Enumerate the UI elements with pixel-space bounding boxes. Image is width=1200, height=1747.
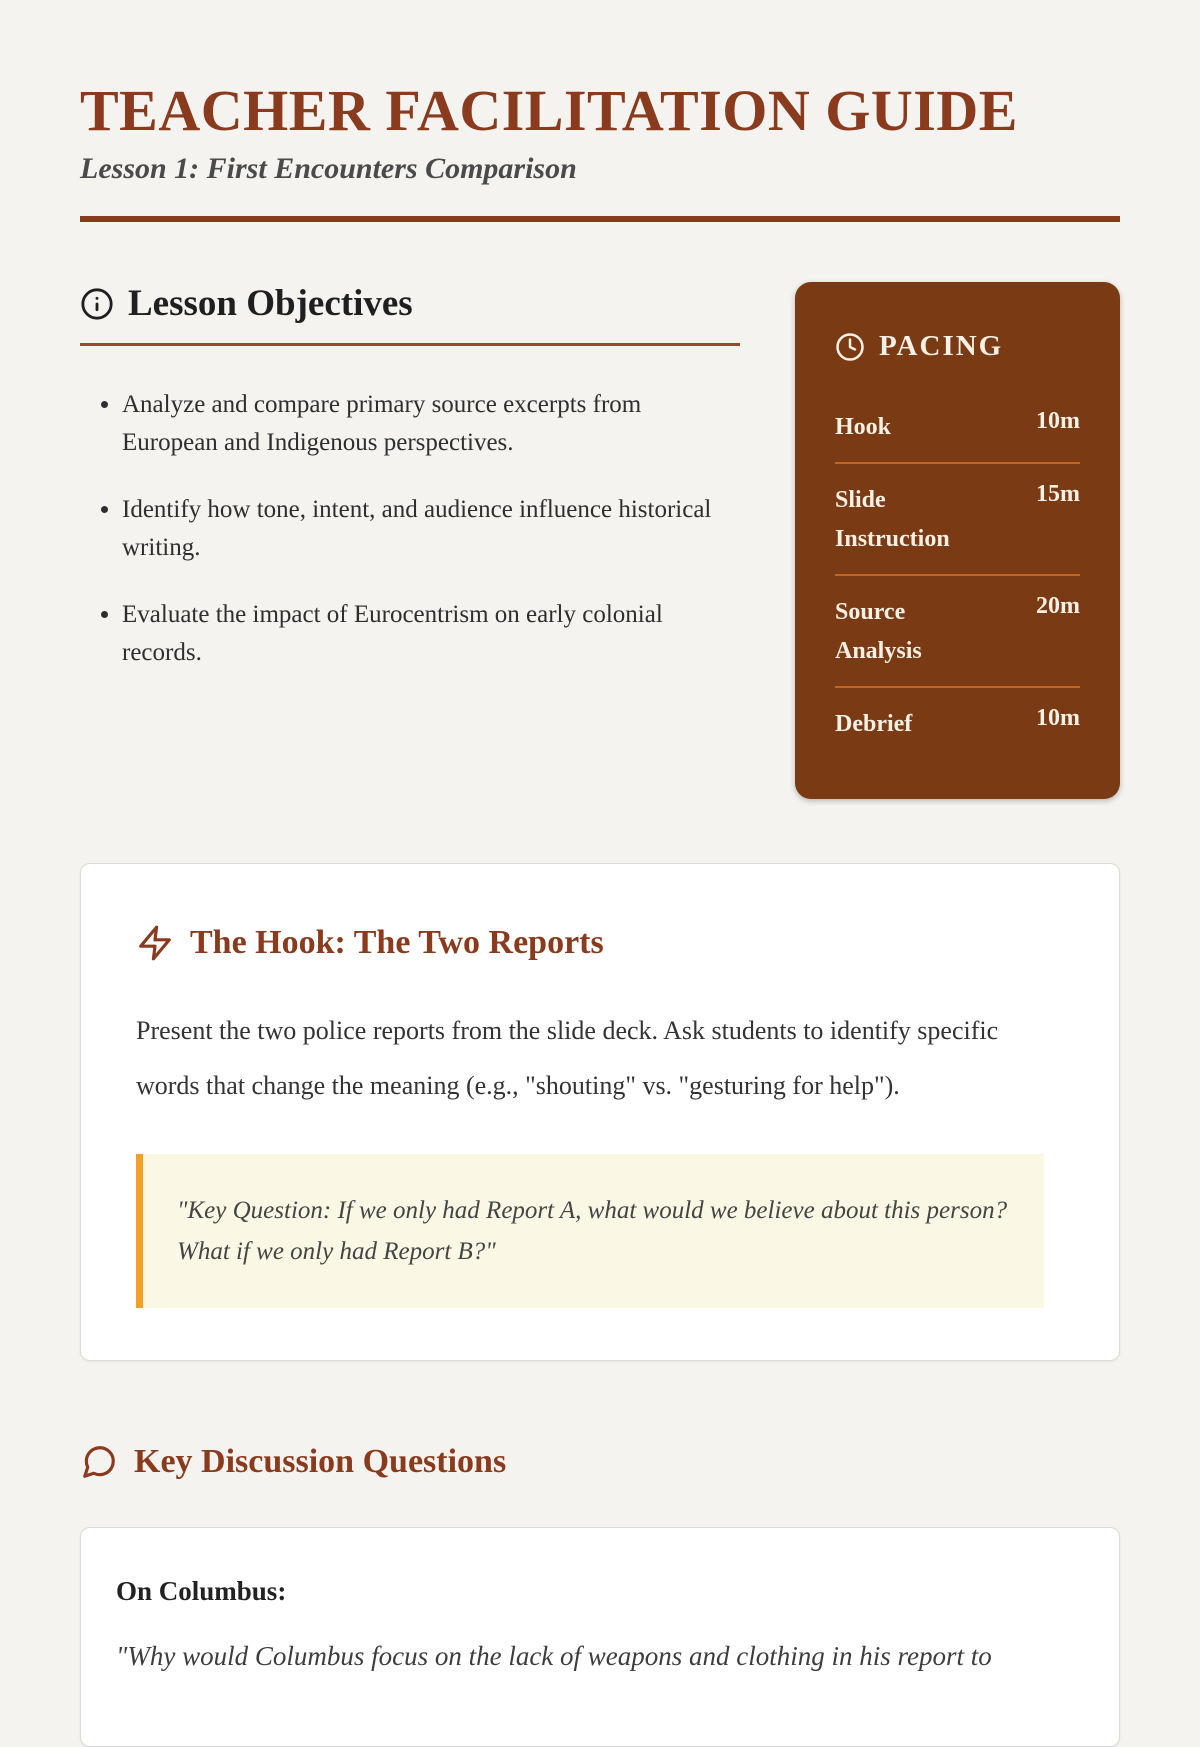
pacing-row bbox=[835, 464, 1080, 576]
key-question-quote: "Key Question: If we only had Report A, what would we believe about this person? What if we only had Report B?" bbox=[136, 1154, 1044, 1309]
discussion-title: Key Discussion Questions bbox=[134, 1443, 507, 1481]
zap-icon bbox=[136, 924, 174, 962]
hook-heading bbox=[136, 924, 1064, 962]
teacher-guide-page bbox=[80, 0, 1120, 1747]
lesson-objectives-section bbox=[80, 282, 740, 701]
pacing-row-time: 15m bbox=[1036, 481, 1080, 508]
pacing-row-time: 10m bbox=[1036, 704, 1080, 731]
objectives-list bbox=[102, 386, 740, 671]
hook-body-text: Present the two police reports from the slide deck. Ask students to identify specific words that change the meaning (e.g., "shouting" vs. "gesturing for help"). bbox=[136, 1016, 999, 1100]
discussion-heading bbox=[80, 1443, 1120, 1481]
discussion-card bbox=[80, 1527, 1120, 1747]
page-title: TEACHER FACILITATION GUIDE bbox=[80, 78, 1018, 143]
lesson-objectives-title: Lesson Objectives bbox=[128, 283, 413, 324]
clock-icon bbox=[835, 332, 865, 362]
pacing-row-time: 10m bbox=[1036, 408, 1080, 434]
pacing-row-label: Hook bbox=[835, 414, 892, 440]
pacing-heading bbox=[835, 330, 1080, 363]
pacing-row-label: Debrief bbox=[835, 710, 913, 737]
hook-card bbox=[80, 863, 1120, 1361]
hook-title: The Hook: The Two Reports bbox=[190, 924, 604, 962]
pacing-panel bbox=[795, 282, 1120, 799]
columbus-question-quote: "Why would Columbus focus on the lack of weapons and clothing in his report to bbox=[116, 1641, 992, 1672]
pacing-row-label: Source Analysis bbox=[835, 599, 922, 664]
info-icon bbox=[80, 287, 114, 321]
pacing-row bbox=[835, 688, 1080, 759]
pacing-row bbox=[835, 576, 1080, 688]
title-divider bbox=[80, 216, 1120, 222]
objective-item: • Identify how tone, intent, and audience influence historical writing. bbox=[122, 491, 740, 566]
columbus-question-label: On Columbus: bbox=[116, 1576, 287, 1607]
pacing-row-label: Slide Instruction bbox=[835, 487, 950, 552]
pacing-title: PACING bbox=[879, 330, 1004, 362]
pacing-row-time: 20m bbox=[1036, 593, 1080, 620]
lesson-objectives-heading bbox=[80, 282, 740, 346]
pacing-row bbox=[835, 391, 1080, 464]
page-subtitle: Lesson 1: First Encounters Comparison bbox=[80, 152, 577, 185]
objective-item: • Evaluate the impact of Eurocentrism on early colonial records. bbox=[122, 596, 740, 671]
objectives-pacing-section bbox=[80, 282, 1120, 799]
speech-bubble-icon bbox=[80, 1443, 118, 1481]
objective-item: • Analyze and compare primary source excerpts from European and Indigenous perspectives. bbox=[122, 386, 740, 461]
